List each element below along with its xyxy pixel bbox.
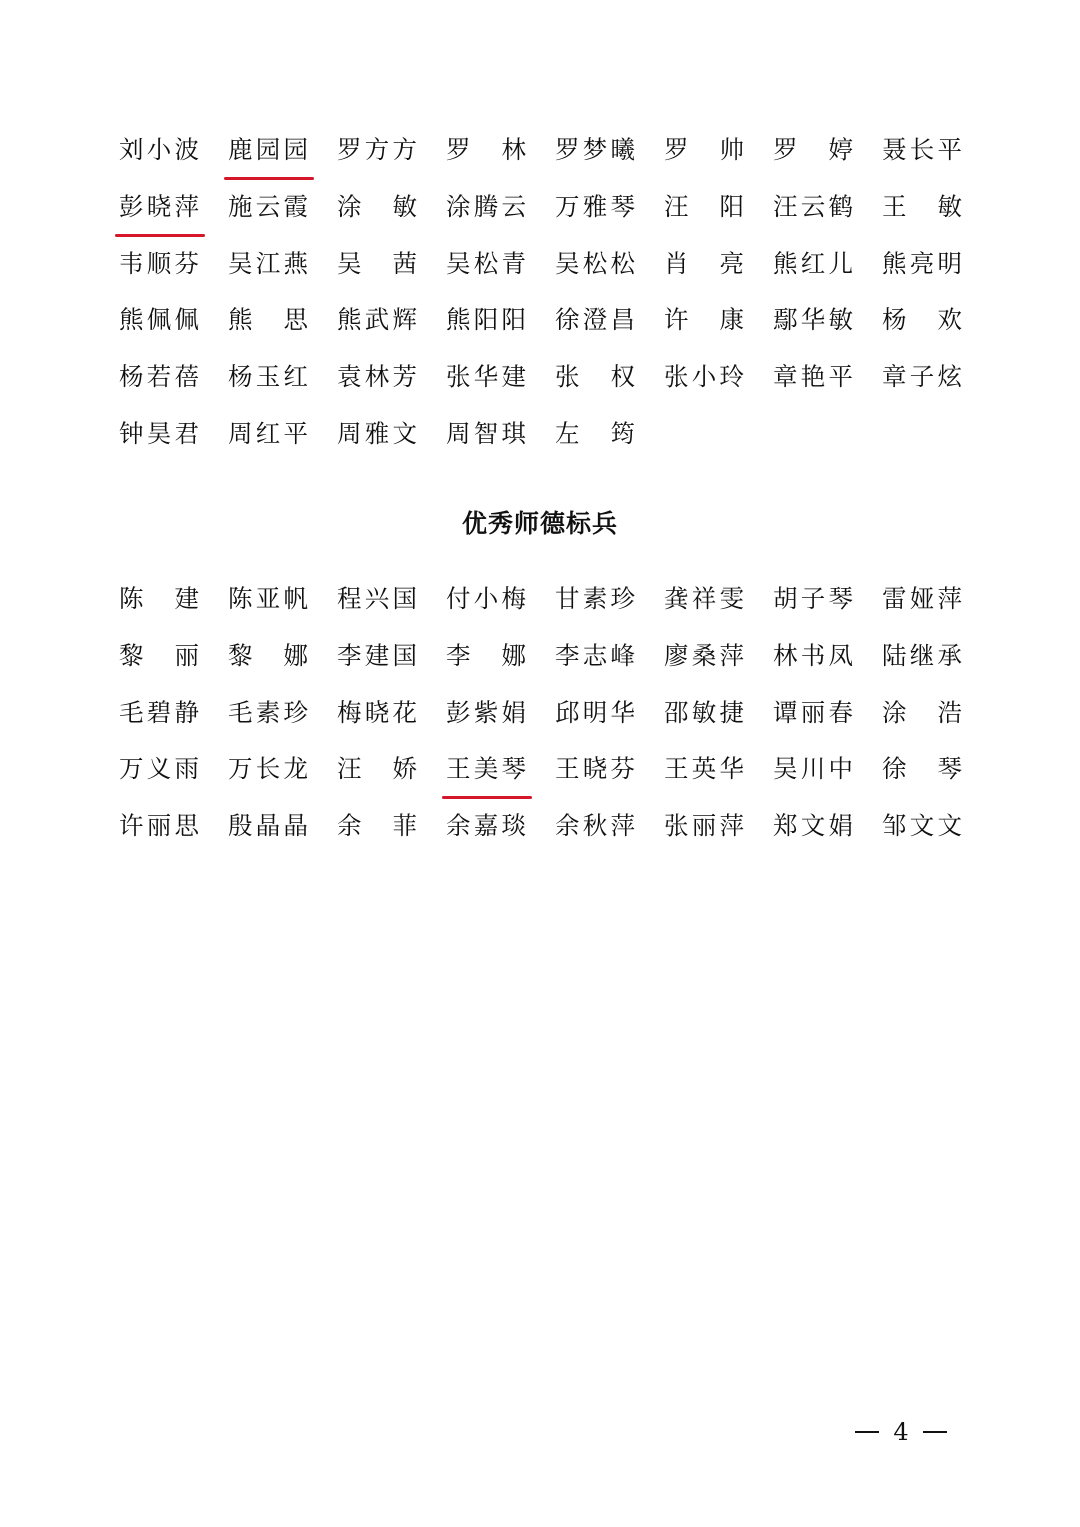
name-entry	[882, 244, 962, 284]
name-entry	[555, 357, 635, 397]
name-entry	[664, 693, 744, 733]
name-entry	[882, 357, 962, 397]
name-text: 万雅琴	[555, 191, 635, 221]
name-entry-underlined	[446, 749, 526, 789]
name-text: 徐澄昌	[555, 305, 635, 335]
name-entry	[773, 244, 853, 284]
name-entry	[119, 749, 199, 789]
name-text: 章子炫	[882, 362, 962, 392]
name-entry	[882, 693, 962, 733]
name-text: 杨若蓓	[119, 362, 199, 392]
name-text: 谭丽春	[773, 697, 853, 727]
name-text: 杨玉红	[228, 362, 308, 392]
name-text: 罗梦曦	[555, 135, 635, 164]
name-text: 吴松松	[555, 248, 635, 278]
name-entry	[882, 300, 962, 340]
name-entry	[337, 300, 417, 340]
name-entry	[337, 636, 417, 676]
name-text: 张丽萍	[664, 811, 744, 841]
name-text: 鄢华敏	[773, 305, 853, 335]
name-entry	[773, 806, 853, 846]
name-entry	[119, 357, 199, 397]
name-entry	[555, 300, 635, 340]
name-entry	[882, 636, 962, 676]
name-entry	[446, 693, 526, 733]
name-text: 许 康	[664, 305, 744, 335]
name-entry	[337, 357, 417, 397]
name-text: 熊红儿	[773, 248, 853, 278]
name-entry	[446, 806, 526, 846]
name-entry	[882, 806, 962, 846]
name-entry	[228, 357, 308, 397]
name-entry	[664, 130, 744, 170]
name-entry	[446, 130, 526, 170]
section-title: 优秀师德标兵	[461, 509, 618, 538]
name-text: 涂腾云	[446, 191, 526, 221]
name-text: 涂 浩	[882, 697, 962, 727]
name-entry	[119, 130, 199, 170]
name-text: 汪 阳	[664, 191, 744, 221]
name-entry	[119, 300, 199, 340]
name-text: 吴江燕	[228, 248, 308, 278]
name-text: 殷晶晶	[228, 811, 308, 841]
name-text: 王美琴	[446, 754, 526, 784]
name-entry	[555, 130, 635, 170]
name-text: 杨 欢	[882, 305, 962, 335]
name-entry	[446, 636, 526, 676]
name-text: 李 娜	[446, 640, 526, 670]
name-entry	[228, 187, 308, 227]
name-text: 周雅文	[337, 418, 417, 448]
name-text: 熊阳阳	[446, 305, 526, 335]
name-entry	[664, 244, 744, 284]
name-entry	[337, 187, 417, 227]
name-text: 万义雨	[119, 754, 199, 784]
name-text: 肖 亮	[664, 248, 744, 278]
name-text: 徐 琴	[882, 754, 962, 784]
name-text: 邱明华	[555, 697, 635, 727]
name-text: 施云霞	[228, 191, 308, 221]
name-entry	[882, 187, 962, 227]
name-text: 张小玲	[664, 362, 744, 392]
name-text: 余嘉琰	[446, 811, 526, 841]
page-dash-left	[855, 1431, 879, 1433]
name-entry	[664, 636, 744, 676]
name-text: 吴松青	[446, 248, 526, 278]
name-text: 袁林芳	[337, 362, 417, 392]
name-text: 余秋萍	[555, 811, 635, 841]
name-entry	[555, 693, 635, 733]
name-entry	[119, 693, 199, 733]
name-entry	[337, 693, 417, 733]
name-entry	[228, 244, 308, 284]
name-text: 许丽思	[119, 811, 199, 841]
name-entry	[555, 414, 635, 454]
name-entry	[119, 579, 199, 619]
name-text: 钟昊君	[119, 418, 199, 448]
name-text: 毛素珍	[228, 697, 308, 727]
name-text: 李志峰	[555, 640, 635, 670]
name-text: 吴川中	[773, 754, 853, 784]
name-text: 梅晓花	[337, 697, 417, 727]
name-entry	[446, 414, 526, 454]
name-entry	[664, 357, 744, 397]
page-number-value: 4	[893, 1418, 909, 1446]
name-entry	[773, 579, 853, 619]
name-text: 罗 帅	[664, 135, 744, 164]
name-text: 邵敏捷	[664, 697, 744, 727]
name-entry	[773, 130, 853, 170]
name-entry-underlined	[119, 187, 199, 227]
name-text: 汪云鹤	[773, 191, 853, 221]
name-text: 邹文文	[882, 811, 962, 841]
name-entry	[555, 749, 635, 789]
name-text: 周红平	[228, 418, 308, 448]
name-text: 熊 思	[228, 305, 308, 335]
name-entry	[555, 187, 635, 227]
name-entry	[337, 244, 417, 284]
name-text: 张华建	[446, 362, 526, 392]
name-entry	[555, 579, 635, 619]
name-entry	[337, 130, 417, 170]
name-text: 郑文娟	[773, 811, 853, 841]
name-entry	[773, 300, 853, 340]
name-text: 鹿园园	[228, 135, 308, 164]
name-text: 王 敏	[882, 191, 962, 221]
name-entry	[882, 579, 962, 619]
name-entry	[119, 244, 199, 284]
name-entry	[228, 806, 308, 846]
name-text: 聂长平	[882, 135, 962, 164]
name-list-excellent-teachers	[119, 579, 979, 863]
name-entry	[228, 300, 308, 340]
name-entry	[228, 749, 308, 789]
name-text: 李建国	[337, 640, 417, 670]
name-entry	[773, 693, 853, 733]
name-entry	[664, 806, 744, 846]
name-entry	[337, 579, 417, 619]
name-text: 左 筠	[555, 418, 635, 448]
name-text: 陈亚帆	[228, 584, 308, 613]
name-entry	[228, 636, 308, 676]
name-entry	[337, 414, 417, 454]
name-entry	[446, 244, 526, 284]
name-entry	[446, 357, 526, 397]
name-entry	[446, 187, 526, 227]
name-text: 王英华	[664, 754, 744, 784]
page-dash-right	[923, 1431, 947, 1433]
name-entry	[773, 187, 853, 227]
name-text: 付小梅	[446, 584, 526, 613]
name-entry	[773, 357, 853, 397]
name-entry	[555, 636, 635, 676]
name-entry	[555, 244, 635, 284]
name-text: 罗 婷	[773, 135, 853, 164]
name-text: 陈 建	[119, 584, 199, 613]
name-text: 黎 丽	[119, 640, 199, 670]
name-entry	[664, 579, 744, 619]
name-text: 廖桑萍	[664, 640, 744, 670]
name-text: 熊武辉	[337, 305, 417, 335]
name-entry	[664, 187, 744, 227]
name-text: 张 权	[555, 362, 635, 392]
name-entry	[228, 579, 308, 619]
name-text: 毛碧静	[119, 697, 199, 727]
name-text: 林书凤	[773, 640, 853, 670]
name-entry	[119, 806, 199, 846]
name-entry	[882, 130, 962, 170]
name-text: 周智琪	[446, 418, 526, 448]
name-text: 刘小波	[119, 135, 199, 164]
name-text: 余 菲	[337, 811, 417, 841]
name-text: 章艳平	[773, 362, 853, 392]
name-text: 吴 茜	[337, 248, 417, 278]
name-entry	[664, 300, 744, 340]
name-text: 熊佩佩	[119, 305, 199, 335]
name-text: 王晓芬	[555, 754, 635, 784]
name-entry	[228, 414, 308, 454]
name-entry	[446, 579, 526, 619]
name-entry	[664, 749, 744, 789]
name-text: 黎 娜	[228, 640, 308, 670]
name-text: 彭紫娟	[446, 697, 526, 727]
name-entry	[773, 636, 853, 676]
name-list-top	[119, 130, 979, 471]
name-text: 汪 娇	[337, 754, 417, 784]
page-number	[855, 1415, 947, 1449]
name-text: 陆继承	[882, 640, 962, 670]
name-entry	[555, 806, 635, 846]
name-text: 胡子琴	[773, 584, 853, 613]
name-text: 韦顺芬	[119, 248, 199, 278]
name-text: 熊亮明	[882, 248, 962, 278]
name-entry	[337, 806, 417, 846]
name-text: 彭晓萍	[119, 191, 199, 221]
name-entry	[882, 749, 962, 789]
name-entry	[337, 749, 417, 789]
name-entry	[119, 414, 199, 454]
name-text: 雷娅萍	[882, 584, 962, 613]
name-text: 程兴国	[337, 584, 417, 613]
name-text: 万长龙	[228, 754, 308, 784]
name-entry	[773, 749, 853, 789]
name-text: 龚祥雯	[664, 584, 744, 613]
name-text: 甘素珍	[555, 584, 635, 613]
name-entry	[119, 636, 199, 676]
name-entry-underlined	[228, 130, 308, 170]
name-entry	[446, 300, 526, 340]
name-entry	[228, 693, 308, 733]
name-text: 涂 敏	[337, 191, 417, 221]
name-text: 罗 林	[446, 135, 526, 164]
name-text: 罗方方	[337, 135, 417, 164]
